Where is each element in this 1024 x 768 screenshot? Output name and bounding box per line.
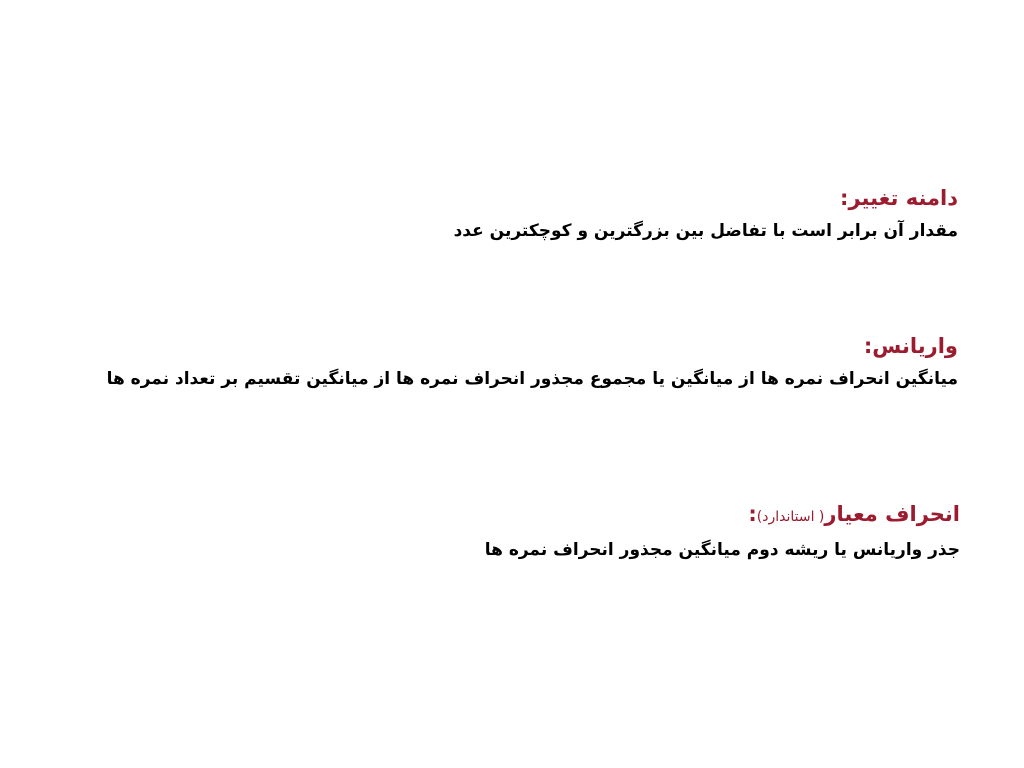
variance-definition: میانگین انحراف نمره ها از میانگین یا مجموع مجذور انحراف نمره ها از میانگین تقسیم بر تعداد نمره ها [106,369,958,389]
section-standard-deviation [485,500,960,563]
section-variance [107,332,958,392]
standard-deviation-heading-main: انحراف معیار [824,502,960,526]
variance-heading: واریانس: [863,334,958,358]
standard-deviation-heading-paren: ( استاندارد) [756,509,825,525]
section-range [454,184,958,244]
standard-deviation-heading-colon: : [748,502,757,526]
standard-deviation-definition: جذر واریانس یا ریشه دوم میانگین مجذور انحراف نمره ها [484,540,960,560]
standard-deviation-heading [485,500,960,531]
range-heading: دامنه تغییر: [840,186,958,210]
range-definition: مقدار آن برابر است با تفاضل بین بزرگترین و کوچکترین عدد [453,221,958,241]
